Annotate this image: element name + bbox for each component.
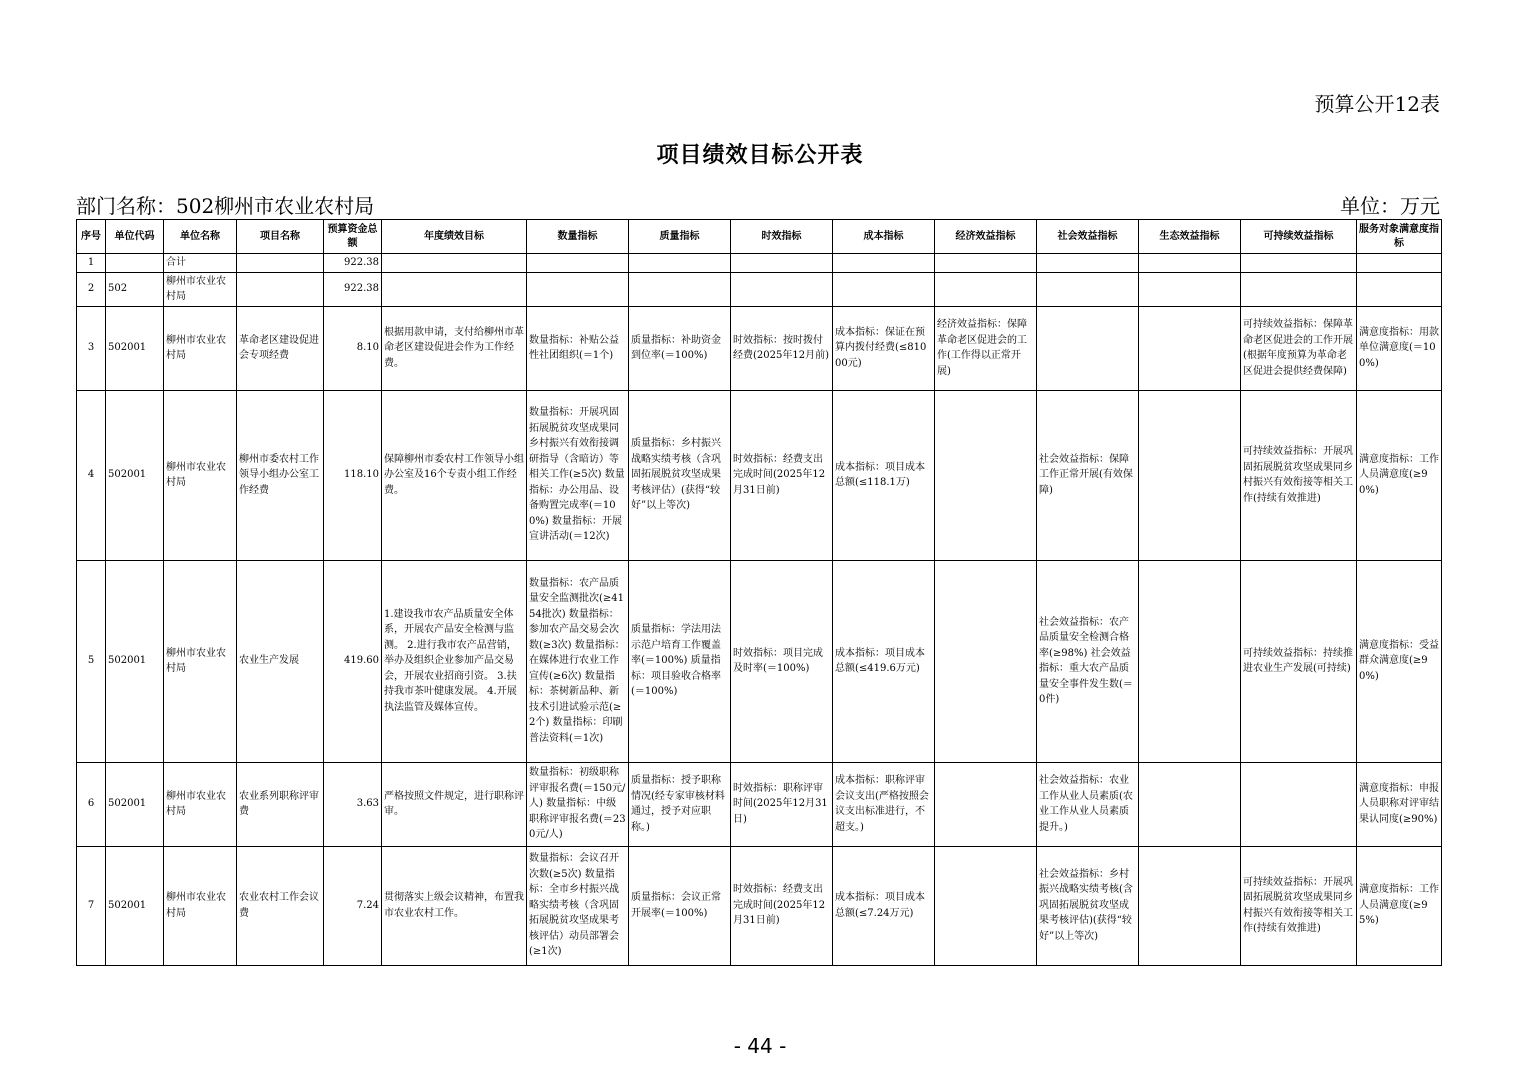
header-project-name: 项目名称: [237, 220, 324, 254]
cell-satisfaction: 满意度指标：工作人员满意度(≥90%): [1357, 390, 1442, 560]
cell-satisfaction: [1357, 254, 1442, 273]
cell-annual: [382, 272, 527, 306]
cell-timeliness: [731, 254, 833, 273]
cell-annual: 1.建设我市农产品质量安全体系，开展农产品安全检测与监测。 2.进行我市农产品营销，举办及组织企业参加产品交易会，开展农业招商引资。 3.扶持我市茶叶健康发展。 4.开展执法监管及媒体宣传。: [382, 560, 527, 762]
cell-code: [106, 254, 164, 273]
cell-quantity: 数量指标：农产品质量安全监测批次(≥4154批次) 数量指标：参加农产品交易会次数(≥3次) 数量指标：在媒体进行农业工作宣传(≥6次) 数量指标：茶树新品种、新技术引进试验示范(≥2个) 数量指标：印刷普法资料(＝1次): [527, 560, 629, 762]
table-row: [77, 560, 1442, 762]
cell-code: 502001: [106, 762, 164, 846]
cell-budget: 419.60: [324, 560, 382, 762]
cell-sustainable: 可持续效益指标：开展巩固拓展脱贫攻坚成果同乡村振兴有效衔接等相关工作(持续有效推进): [1241, 390, 1357, 560]
cell-annual: 贯彻落实上级会议精神，布置我市农业农村工作。: [382, 846, 527, 965]
cell-timeliness: 时效指标：经费支出完成时间(2025年12月31日前): [731, 846, 833, 965]
cell-ecological: [1139, 846, 1241, 965]
cell-quality: 质量指标：授予职称情况(经专家审核材料通过，授予对应职称。): [629, 762, 731, 846]
cell-ecological: [1139, 762, 1241, 846]
header-sustainable: 可持续效益指标: [1241, 220, 1357, 254]
header-seq: 序号: [77, 220, 106, 254]
cell-cost: [833, 254, 935, 273]
header-quantity: 数量指标: [527, 220, 629, 254]
cell-budget: 8.10: [324, 306, 382, 390]
cell-name: 柳州市农业农村局: [164, 560, 237, 762]
cell-timeliness: 时效指标：按时拨付经费(2025年12月前): [731, 306, 833, 390]
header-budget: 预算资金总额: [324, 220, 382, 254]
header-cost: 成本指标: [833, 220, 935, 254]
cell-social: 社会效益指标：保障工作正常开展(有效保障): [1037, 390, 1139, 560]
cell-name: 柳州市农业农村局: [164, 846, 237, 965]
cell-quantity: [527, 254, 629, 273]
cell-project: [237, 272, 324, 306]
cell-cost: 成本指标：项目成本总额(≤419.6万元): [833, 560, 935, 762]
cell-project: 革命老区建设促进会专项经费: [237, 306, 324, 390]
header-annual-target: 年度绩效目标: [382, 220, 527, 254]
cell-budget: 922.38: [324, 272, 382, 306]
cell-quantity: 数量指标：初级职称评审报名费(＝150元/人) 数量指标：中级职称评审报名费(＝230元/人): [527, 762, 629, 846]
cell-satisfaction: 满意度指标：受益群众满意度(≥90%): [1357, 560, 1442, 762]
cell-economic: [935, 390, 1037, 560]
cell-quantity: 数量指标：开展巩固拓展脱贫攻坚成果同乡村振兴有效衔接调研指导（含暗访）等相关工作(≥5次) 数量指标：办公用品、设备购置完成率(＝100%) 数量指标：开展宣讲活动(＝12次): [527, 390, 629, 560]
table-row: [77, 762, 1442, 846]
cell-seq: 7: [77, 846, 106, 965]
table-row: [77, 254, 1442, 273]
cell-quantity: [527, 272, 629, 306]
cell-project: 农业农村工作会议费: [237, 846, 324, 965]
cell-satisfaction: 满意度指标：申报人员职称对评审结果认同度(≥90%): [1357, 762, 1442, 846]
cell-economic: [935, 272, 1037, 306]
cell-economic: [935, 254, 1037, 273]
department-name: 部门名称：502柳州市农业农村局: [76, 194, 375, 218]
cell-project: 农业生产发展: [237, 560, 324, 762]
cell-sustainable: 可持续效益指标：保障革命老区促进会的工作开展(根据年度预算为革命老区促进会提供经费保障): [1241, 306, 1357, 390]
page-title: 项目绩效目标公开表: [656, 142, 864, 168]
cell-quality: 质量指标：会议正常开展率(＝100%): [629, 846, 731, 965]
cell-ecological: [1139, 272, 1241, 306]
cell-name: 合计: [164, 254, 237, 273]
cell-budget: 118.10: [324, 390, 382, 560]
cell-social: [1037, 254, 1139, 273]
cell-sustainable: 可持续效益指标：开展巩固拓展脱贫攻坚成果同乡村振兴有效衔接等相关工作(持续有效推进): [1241, 846, 1357, 965]
header-row: [77, 220, 1442, 254]
cell-social: [1037, 272, 1139, 306]
cell-timeliness: 时效指标：经费支出完成时间(2025年12月31日前): [731, 390, 833, 560]
cell-project: 农业系列职称评审费: [237, 762, 324, 846]
cell-social: [1037, 306, 1139, 390]
cell-cost: 成本指标：保证在预算内拨付经费(≤81000元): [833, 306, 935, 390]
cell-project: 柳州市委农村工作领导小组办公室工作经费: [237, 390, 324, 560]
cell-ecological: [1139, 306, 1241, 390]
cell-quality: [629, 254, 731, 273]
header-social: 社会效益指标: [1037, 220, 1139, 254]
cell-name: 柳州市农业农村局: [164, 762, 237, 846]
header-unit-name: 单位名称: [164, 220, 237, 254]
cell-social: 社会效益指标：农产品质量安全检测合格率(≥98%) 社会效益指标：重大农产品质量安全事件发生数(＝0件): [1037, 560, 1139, 762]
cell-ecological: [1139, 390, 1241, 560]
cell-cost: [833, 272, 935, 306]
header-timeliness: 时效指标: [731, 220, 833, 254]
cell-name: 柳州市农业农村局: [164, 390, 237, 560]
cell-seq: 1: [77, 254, 106, 273]
cell-annual: 严格按照文件规定，进行职称评审。: [382, 762, 527, 846]
cell-seq: 5: [77, 560, 106, 762]
table-row: [77, 846, 1442, 965]
page-number: - 44 -: [733, 1034, 787, 1058]
table-row: [77, 272, 1442, 306]
cell-project: [237, 254, 324, 273]
cell-seq: 6: [77, 762, 106, 846]
form-number: 预算公开12表: [1314, 92, 1440, 116]
cell-timeliness: 时效指标：项目完成及时率(＝100%): [731, 560, 833, 762]
cell-budget: 3.63: [324, 762, 382, 846]
cell-social: 社会效益指标：农业工作从业人员素质(农业工作从业人员素质提升。): [1037, 762, 1139, 846]
cell-quantity: 数量指标：会议召开次数(≥5次) 数量指标：全市乡村振兴战略实绩考核（含巩固拓展脱贫攻坚成果考核评估）动员部署会(≥1次): [527, 846, 629, 965]
cell-code: 502001: [106, 390, 164, 560]
cell-timeliness: [731, 272, 833, 306]
cell-economic: [935, 762, 1037, 846]
cell-sustainable: [1241, 762, 1357, 846]
table-row: [77, 390, 1442, 560]
performance-target-table: [76, 219, 1442, 966]
cell-budget: 7.24: [324, 846, 382, 965]
cell-code: 502001: [106, 560, 164, 762]
cell-annual: 保障柳州市委农村工作领导小组办公室及16个专责小组工作经费。: [382, 390, 527, 560]
cell-quality: 质量指标：学法用法示范户培育工作覆盖率(＝100%) 质量指标：项目验收合格率(＝100%): [629, 560, 731, 762]
cell-quality: 质量指标：乡村振兴战略实绩考核（含巩固拓展脱贫攻坚成果考核评估）(获得“较好”以上等次): [629, 390, 731, 560]
cell-annual: [382, 254, 527, 273]
header-unit-code: 单位代码: [106, 220, 164, 254]
cell-cost: 成本指标：项目成本总额(≤118.1万): [833, 390, 935, 560]
cell-code: 502: [106, 272, 164, 306]
cell-name: 柳州市农业农村局: [164, 306, 237, 390]
cell-seq: 3: [77, 306, 106, 390]
cell-cost: 成本指标：职称评审会议支出(严格按照会议支出标准进行，不超支。): [833, 762, 935, 846]
header-economic: 经济效益指标: [935, 220, 1037, 254]
cell-economic: [935, 560, 1037, 762]
cell-cost: 成本指标：项目成本总额(≤7.24万元): [833, 846, 935, 965]
cell-ecological: [1139, 560, 1241, 762]
cell-satisfaction: 满意度指标：用款单位满意度(＝100%): [1357, 306, 1442, 390]
cell-sustainable: [1241, 254, 1357, 273]
header-quality: 质量指标: [629, 220, 731, 254]
header-ecological: 生态效益指标: [1139, 220, 1241, 254]
cell-social: 社会效益指标：乡村振兴战略实绩考核(含巩固拓展脱贫攻坚成果考核评估)(获得“较好”以上等次): [1037, 846, 1139, 965]
cell-name: 柳州市农业农村局: [164, 272, 237, 306]
cell-timeliness: 时效指标：职称评审时间(2025年12月31日): [731, 762, 833, 846]
cell-satisfaction: [1357, 272, 1442, 306]
cell-economic: 经济效益指标：保障革命老区促进会的工作(工作得以正常开展): [935, 306, 1037, 390]
cell-code: 502001: [106, 846, 164, 965]
cell-satisfaction: 满意度指标：工作人员满意度(≥95%): [1357, 846, 1442, 965]
cell-economic: [935, 846, 1037, 965]
header-satisfaction: 服务对象满意度指标: [1357, 220, 1442, 254]
cell-sustainable: 可持续效益指标：持续推进农业生产发展(可持续): [1241, 560, 1357, 762]
cell-ecological: [1139, 254, 1241, 273]
cell-quality: [629, 272, 731, 306]
cell-quantity: 数量指标：补贴公益性社团组织(＝1个): [527, 306, 629, 390]
cell-seq: 4: [77, 390, 106, 560]
cell-sustainable: [1241, 272, 1357, 306]
cell-seq: 2: [77, 272, 106, 306]
cell-annual: 根据用款申请，支付给柳州市革命老区建设促进会作为工作经费。: [382, 306, 527, 390]
cell-budget: 922.38: [324, 254, 382, 273]
cell-code: 502001: [106, 306, 164, 390]
cell-quality: 质量指标：补助资金到位率(＝100%): [629, 306, 731, 390]
unit-label: 单位：万元: [1340, 194, 1440, 218]
table-row: [77, 306, 1442, 390]
